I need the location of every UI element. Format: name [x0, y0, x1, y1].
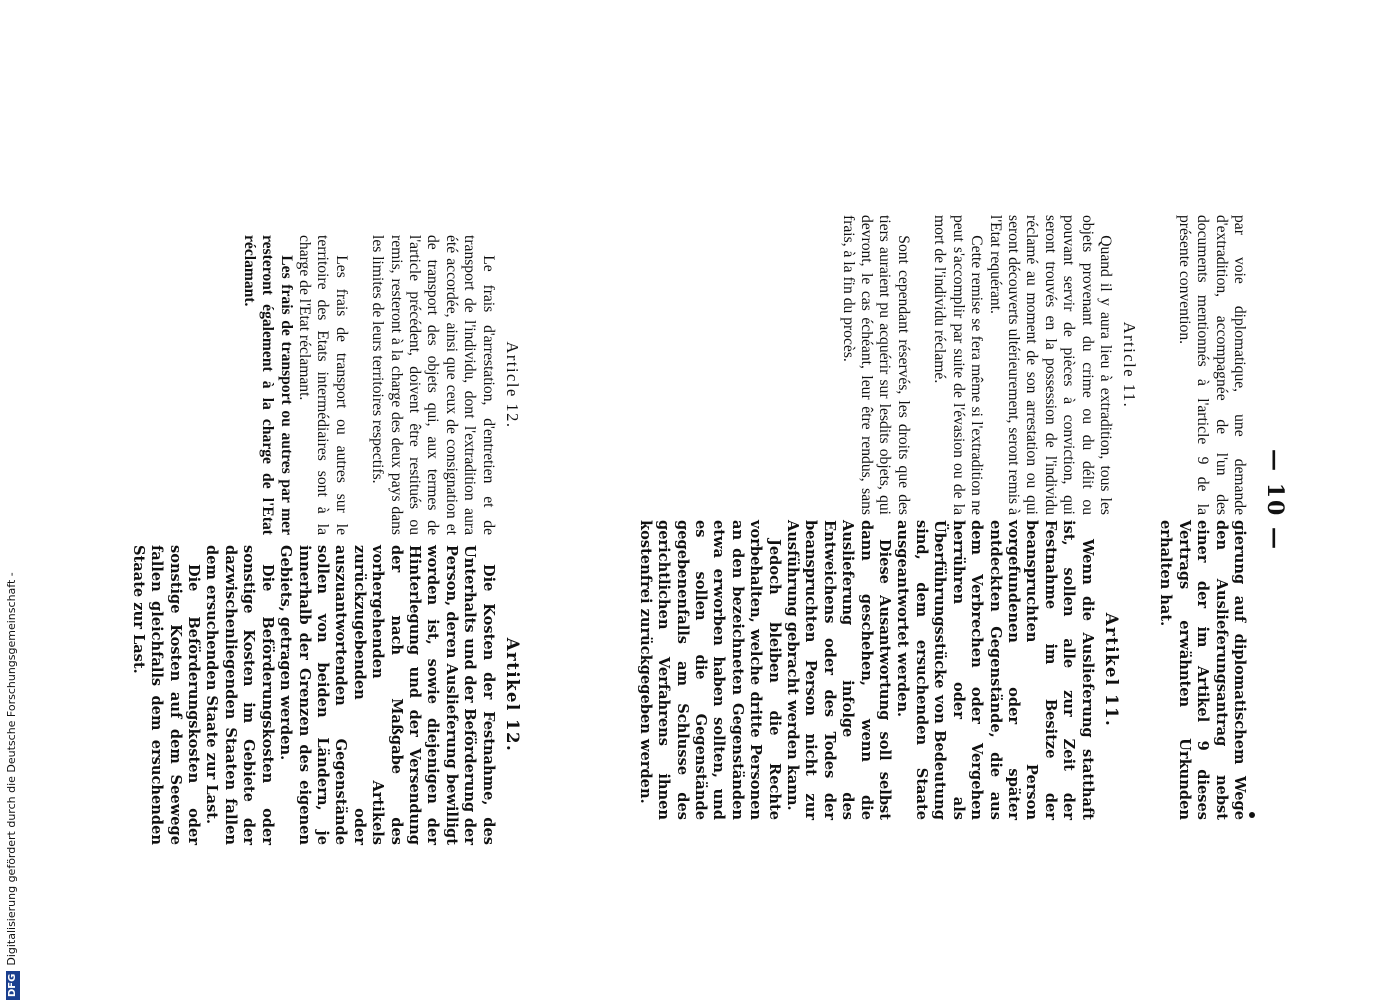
german-article-11-heading: Artikel 11.: [1101, 612, 1121, 728]
french-article-12-paragraph-1: Le frais d'arrestation, d'entretien et de transport de l'individu, dont l'extradition aura été accordée, ainsi que ceux de consignation et de transport des objets qui, aux termes de l'article précédent, doivent être restitués ou remis, resteront à la charge des deux pays dans les limites de leurs territoires respectifs.: [369, 235, 497, 535]
german-article-11-paragraph-3: Jedoch bleiben die Rechte vorbehalten, welche dritte Personen an den bezeichneten Gegenständen etwa erworben haben sollten, und es sollen die Gegenstände gegebenenfalls am Schlusse des gerichtlichen Verfahrens ihnen kostenfrei zurückgegeben werden.: [636, 520, 783, 820]
french-article-11-paragraph-3: Sont cependant réservés, les droits que des tiers auraient pu acquérir sur lesdits objets, qui devront, le cas échéant, leur être rendus, sans frais, à la fin du procès.: [839, 215, 912, 515]
page-number: — 10 —: [1262, 449, 1288, 551]
ink-dot: [1249, 812, 1255, 818]
digitization-footer: [2, 0, 22, 1000]
german-article-12-heading: Artikel 12.: [503, 637, 522, 753]
french-article-12-paragraph-2: Les frais de transport ou autres sur le territoire des Etats intermédiaires sont à la charge de l'Etat réclamant.: [295, 235, 350, 535]
german-column-top: [635, 520, 1248, 820]
french-article-12-paragraph-3: Les frais de transport ou autres par mer resteront également à la charge de l'Etat réclamant.: [240, 235, 295, 535]
german-article-12-paragraph-2: Die Beförderungskosten oder sonstige Kosten im Gebiete der dazwischenliegenden Staaten fallen dem ersuchenden Staate zur Last.: [203, 545, 276, 845]
french-column-top: [838, 215, 1248, 515]
french-article-11-paragraph-1: Quand il y aura lieu à extradition, tous les objets provenant du crime ou du délit ou pouvant servir de pièces à conviction, qui seront trouvés en la possession de l'individu réclamé au moment de son arrestation ou qui seront découverts ultérieurement, seront remis à l'Etat requérant.: [986, 215, 1114, 515]
german-article-11-paragraph-1: Wenn die Auslieferung statthaft ist, sollen alle zur Zeit der Festnahme im Besitze der beanspruchten Person vorgefundenen oder später entdeckten Gegenstände, die aus dem Verbrechen oder Vergehen herrühren oder als Überführungsstücke von Bedeutung sind, dem ersuchenden Staate ausgeantwortet werden.: [894, 520, 1096, 820]
french-column-bottom: [239, 235, 527, 535]
dfg-logo-badge: DFG: [6, 971, 20, 1000]
german-intro: gierung auf diplomatischem Wege den Auslieferungsantrag nebst einer der im Artikel 9 dieses Vertrags erwähnten Urkunden erhalten hat.: [1157, 520, 1248, 820]
footer-text: Digitalisierung gefördert durch die Deutsche Forschungsgemeinschaft -: [5, 572, 18, 966]
german-article-12-paragraph-3: Die Beförderungskosten oder sonstige Kosten auf dem Seewege fallen gleichfalls dem ersuchenden Staate zur Last.: [129, 545, 203, 845]
german-article-11-paragraph-2: Diese Ausantwortung soll selbst dann geschehen, wenn die Auslieferung infolge des Entweichens oder des Todes der beanspruchten Person nicht zur Ausführung gebracht werden kann.: [784, 520, 894, 820]
french-article-11-heading: Article 11.: [1120, 321, 1140, 409]
french-article-12-heading: Article 12.: [503, 341, 522, 429]
french-intro: par voie diplomatique, une demande d'extradition, accompagnée de l'un des documents mentionnés à l'article 9 de la présente convention.: [1175, 215, 1248, 515]
german-column-bottom: [128, 545, 527, 845]
german-article-12-paragraph-1: Die Kosten der Festnahme, des Unterhalts und der Beförderung der Person, deren Auslieferung bewilligt worden ist, sowie diejenigen der Hinterlegung und der Versendung der nach Maßgabe des vorhergehenden Artikels zurückzugebenden oder auszuantwortenden Gegenstände sollen von beiden Ländern, je innerhalb der Grenzen des eigenen Gebiets, getragen werden.: [277, 545, 497, 845]
french-article-11-paragraph-2: Cette remise se fera même si l'extradition ne peut s'accomplir par suite de l'évasion ou de la mort de l'individu réclamé.: [931, 215, 986, 515]
